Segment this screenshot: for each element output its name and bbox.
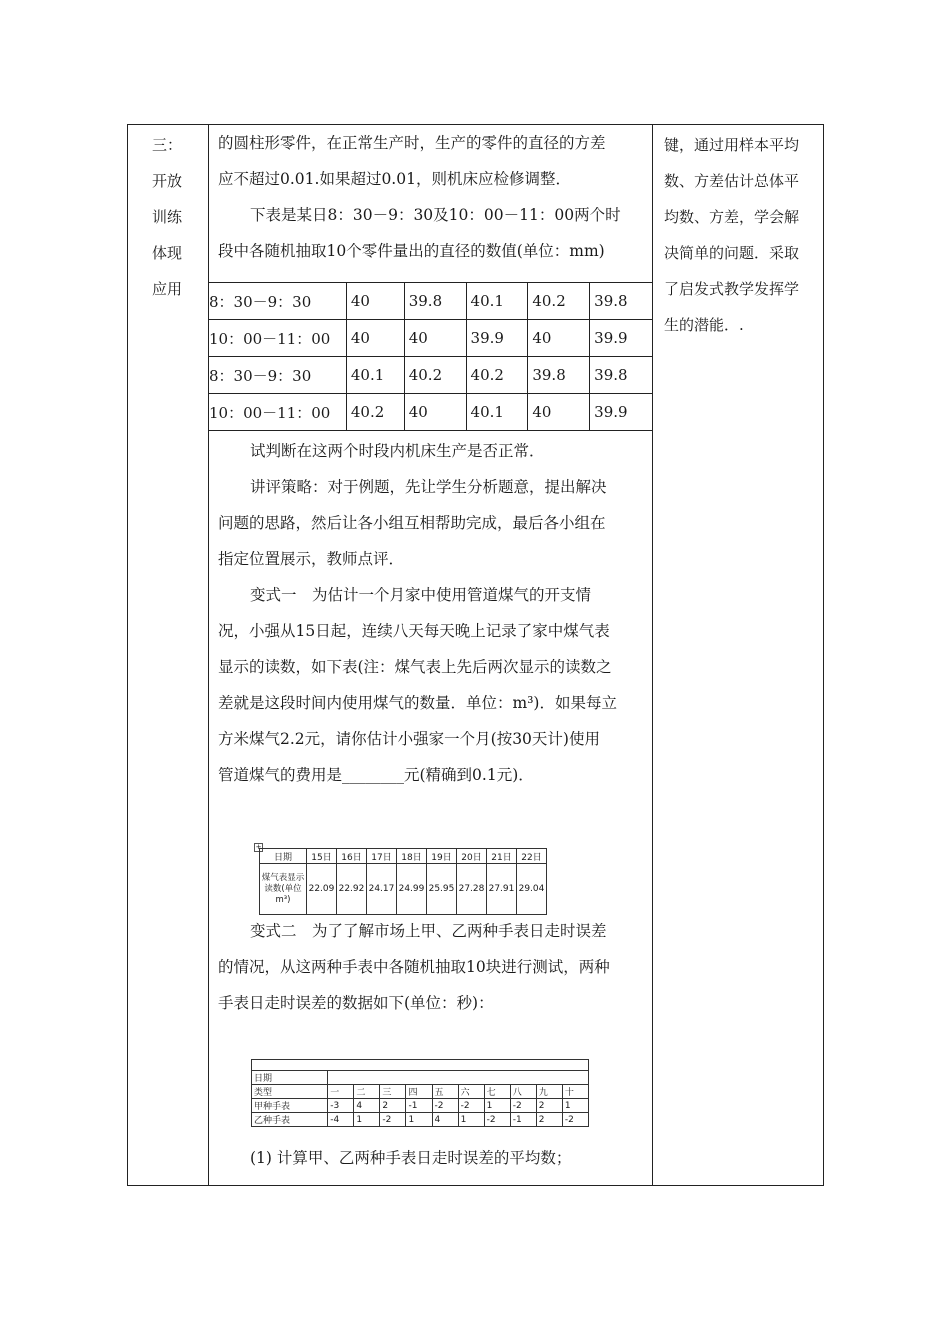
- watch-column-header: 七: [484, 1085, 510, 1099]
- gas-date-cell: 22日: [517, 849, 547, 864]
- watch-column-header: 一: [328, 1085, 354, 1099]
- diameter-cell: 39.8: [528, 357, 590, 394]
- text-line: 决简单的问题．采取: [664, 244, 800, 262]
- diameter-cell: 39.9: [466, 320, 528, 357]
- watch-column-header: 五: [432, 1085, 458, 1099]
- lesson-table: [127, 124, 824, 1186]
- variant-two-paragraph: [208, 913, 653, 1021]
- stage-label-line: 三：: [152, 136, 183, 154]
- lesson-content: [208, 125, 653, 1167]
- stage-label: [128, 125, 208, 307]
- diameter-cell: 40.2: [346, 394, 404, 431]
- watch-error-cell: 2: [380, 1099, 406, 1113]
- watch-error-cell: 4: [432, 1113, 458, 1127]
- watch-error-cell: 1: [562, 1099, 588, 1113]
- intro-paragraph: [208, 125, 653, 269]
- text-line: 差就是这段时间内使用煤气的数量．单位：m³)．如果每立: [218, 694, 617, 712]
- watch-column-header: 六: [458, 1085, 484, 1099]
- text-line: 方米煤气2.2元，请你估计小强家一个月(按30天计)使用: [218, 730, 600, 748]
- text-line: 应不超过0.01.如果超过0.01，则机床应检修调整．: [218, 170, 571, 188]
- diameter-cell: 40.2: [528, 283, 590, 320]
- watch-error-cell: 4: [354, 1099, 380, 1113]
- stage-label-line: 应用: [152, 280, 183, 298]
- gas-reading-cell: 29.04: [517, 864, 547, 915]
- stage-label-line: 体现: [152, 244, 183, 262]
- diameter-cell: 40: [528, 320, 590, 357]
- gas-date-cell: 18日: [397, 849, 427, 864]
- watch-table-top-row: [252, 1060, 589, 1071]
- watch-error-table: [251, 1059, 589, 1127]
- table-row: [209, 320, 653, 357]
- text-line: (1) 计算甲、乙两种手表日走时误差的平均数；: [250, 1149, 572, 1167]
- question-one: [208, 1140, 653, 1176]
- watch-column-header: 四: [406, 1085, 432, 1099]
- text-line: 下表是某日8：30－9：30及10：00－11：00两个时: [250, 206, 621, 224]
- text-line: 的圆柱形零件，在正常生产时，生产的零件的直径的方差: [218, 134, 606, 152]
- text-line: 键，通过用样本平均: [664, 136, 800, 154]
- diameter-cell: 40.2: [466, 357, 528, 394]
- gas-date-cell: 16日: [337, 849, 367, 864]
- time-period-cell: 10：00－11：00: [209, 394, 347, 431]
- text-line: 段中各随机抽取10个零件量出的直径的数值(单位：mm): [218, 242, 605, 260]
- watch-row-label: 甲种手表: [252, 1099, 328, 1113]
- strategy-paragraph: [208, 433, 653, 793]
- watch-column-header: 二: [354, 1085, 380, 1099]
- watch-error-cell: 2: [536, 1099, 562, 1113]
- table-row: [209, 283, 653, 320]
- watch-row-label: 乙种手表: [252, 1113, 328, 1127]
- text-line: 均数、方差，学会解: [664, 208, 800, 226]
- diameter-cell: 40: [404, 320, 466, 357]
- watch-error-cell: -3: [328, 1099, 354, 1113]
- gas-date-cell: 17日: [367, 849, 397, 864]
- watch-error-cell: -2: [562, 1113, 588, 1127]
- diameter-cell: 40: [346, 320, 404, 357]
- gas-reading-cell: 27.91: [487, 864, 517, 915]
- stage-label-line: 开放: [152, 172, 183, 190]
- gas-reading-cell: 24.17: [367, 864, 397, 915]
- text-line: 指定位置展示，教师点评．: [218, 550, 405, 568]
- diameter-cell: 39.8: [590, 283, 653, 320]
- time-period-cell: 8：30－9：30: [209, 357, 347, 394]
- gas-meter-table: [259, 848, 547, 915]
- stage-label-line: 训练: [152, 208, 183, 226]
- watch-column-header: 十: [562, 1085, 588, 1099]
- gas-row-label: 煤气表显示读数(单位m³): [260, 864, 307, 915]
- text-line: 管道煤气的费用是________元(精确到0.1元)．: [218, 766, 534, 784]
- gas-reading-cell: 25.95: [427, 864, 457, 915]
- text-line: 手表日走时误差的数据如下(单位：秒)：: [218, 994, 494, 1012]
- text-line: 况，小强从15日起，连续八天每天晚上记录了家中煤气表: [218, 622, 610, 640]
- time-period-cell: 10：00－11：00: [209, 320, 347, 357]
- watch-header-blank: [328, 1071, 589, 1085]
- gas-date-cell: 15日: [307, 849, 337, 864]
- text-line: 问题的思路，然后让各小组互相帮助完成，最后各小组在: [218, 514, 606, 532]
- gas-header-label: 日期: [260, 849, 307, 864]
- design-intent-column: [653, 125, 823, 343]
- gas-date-cell: 20日: [457, 849, 487, 864]
- watch-error-cell: -1: [406, 1099, 432, 1113]
- text-line: 生的潜能．.: [664, 316, 744, 334]
- text-line: 变式一 为估计一个月家中使用管道煤气的开支情: [250, 586, 592, 604]
- watch-error-cell: 1: [484, 1099, 510, 1113]
- text-line: 数、方差估计总体平: [664, 172, 800, 190]
- diameter-cell: 40: [528, 394, 590, 431]
- watch-error-table-image: [251, 1053, 591, 1131]
- gas-meter-table-image: [254, 843, 559, 923]
- watch-header-label: 日期: [252, 1071, 328, 1085]
- time-period-cell: 8：30－9：30: [209, 283, 347, 320]
- watch-error-cell: -2: [432, 1099, 458, 1113]
- diameter-cell: 39.8: [404, 283, 466, 320]
- watch-error-cell: -2: [380, 1113, 406, 1127]
- gas-reading-cell: 27.28: [457, 864, 487, 915]
- text-line: 试判断在这两个时段内机床生产是否正常．: [250, 442, 545, 460]
- gas-date-cell: 19日: [427, 849, 457, 864]
- watch-error-cell: -2: [458, 1099, 484, 1113]
- watch-column-header: 三: [380, 1085, 406, 1099]
- diameter-cell: 40.2: [404, 357, 466, 394]
- gas-reading-cell: 22.92: [337, 864, 367, 915]
- watch-error-cell: -1: [510, 1113, 536, 1127]
- table-handle-icon: +: [255, 843, 262, 851]
- gas-reading-cell: 24.99: [397, 864, 427, 915]
- watch-error-cell: -2: [484, 1113, 510, 1127]
- watch-error-cell: -2: [510, 1099, 536, 1113]
- diameter-cell: 40: [404, 394, 466, 431]
- watch-column-header: 八: [510, 1085, 536, 1099]
- gas-date-cell: 21日: [487, 849, 517, 864]
- diameter-cell: 40.1: [466, 394, 528, 431]
- watch-type-label: 类型: [252, 1085, 328, 1099]
- text-line: 了启发式教学发挥学: [664, 280, 800, 298]
- text-line: 变式二 为了了解市场上甲、乙两种手表日走时误差: [250, 922, 607, 940]
- diameter-cell: 40.1: [346, 357, 404, 394]
- text-line: 讲评策略：对于例题，先让学生分析题意，提出解决: [250, 478, 607, 496]
- watch-error-cell: 1: [354, 1113, 380, 1127]
- diameter-cell: 39.8: [590, 357, 653, 394]
- diameter-cell: 40.1: [466, 283, 528, 320]
- diameter-cell: 39.9: [590, 394, 653, 431]
- table-row: [209, 357, 653, 394]
- watch-error-cell: 1: [406, 1113, 432, 1127]
- watch-error-cell: -4: [328, 1113, 354, 1127]
- diameter-cell: 39.9: [590, 320, 653, 357]
- gas-reading-cell: 22.09: [307, 864, 337, 915]
- watch-column-header: 九: [536, 1085, 562, 1099]
- watch-error-cell: 2: [536, 1113, 562, 1127]
- text-line: 显示的读数，如下表(注：煤气表上先后两次显示的读数之: [218, 658, 612, 676]
- text-line: 的情况，从这两种手表中各随机抽取10块进行测试，两种: [218, 958, 610, 976]
- diameter-table: [208, 282, 653, 431]
- diameter-cell: 40: [346, 283, 404, 320]
- watch-error-cell: 1: [458, 1113, 484, 1127]
- table-row: [209, 394, 653, 431]
